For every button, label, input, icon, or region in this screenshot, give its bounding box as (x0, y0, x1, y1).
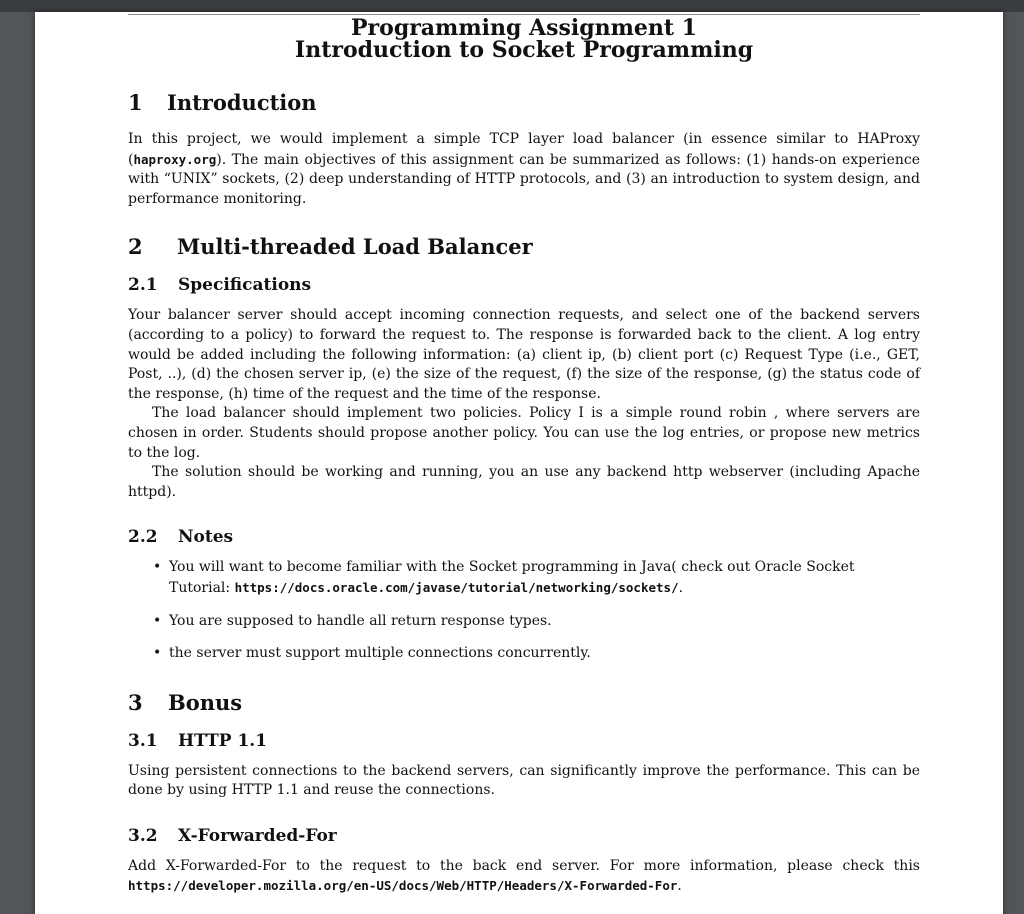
specifications-paragraph-2: The load balancer should implement two policies. Policy I is a simple round robin , where servers are chosen in order. Students should propose another policy. You can use the log entries, or propose new metrics to the log. (128, 405, 920, 461)
xff-punct: . (677, 878, 682, 895)
subsection-title: HTTP 1.1 (178, 730, 268, 751)
document-title (128, 17, 920, 61)
section-title: Introduction (167, 90, 317, 115)
list-item (128, 612, 920, 632)
subsection-3-1-heading (128, 730, 920, 752)
subsection-title: X-Forwarded-For (178, 825, 337, 846)
subsection-number: 2.1 (128, 275, 158, 296)
x-forwarded-for-paragraph (128, 857, 920, 897)
list-item (128, 558, 920, 598)
specifications-paragraph-1: Your balancer server should accept incoming connection requests, and select one of the backend servers (according to a policy) to forward the request to. The response is forwarded back to the client. A log entry would be added including the following information: (a) client ip, (b) client port (c) Request Type (i.e., GET, Post, ..), (d) the chosen server ip, (e) the size of the request, (f) the size of the response, (g) the status code of the response, (h) time of the request and the time of the response. (128, 307, 920, 402)
intro-text-a: In this project, we would implement a simple TCP layer load balancer (in essence similar to HAProxy ( (128, 131, 920, 168)
viewer-top-bar (0, 0, 1024, 12)
subsection-title: Notes (178, 527, 234, 548)
page-content (128, 16, 920, 897)
document-page (35, 12, 1003, 914)
intro-text-b: ). The main objectives of this assignment can be summarized as follows: (1) hands-on experience with “UNIX” sockets, (2) deep understanding of HTTP protocols, and (3) an introduction to system design, and performance monitoring. (128, 151, 920, 207)
list-item-text: the server must support multiple connections concurrently. (169, 645, 591, 662)
section-2-heading (128, 234, 920, 260)
list-item-text: You will want to become familiar with the Socket programming in Java( check out Oracle Socket Tutorial: (169, 559, 855, 596)
list-item-punct: . (678, 579, 684, 596)
subsection-title: Specifications (178, 275, 312, 296)
bullet-icon: • (153, 559, 162, 576)
title-line-2: Introduction to Socket Programming (294, 37, 754, 63)
section-3-heading (128, 690, 920, 716)
haproxy-link[interactable]: haproxy.org (133, 151, 217, 167)
http11-paragraph: Using persistent connections to the backend servers, can significantly improve the performance. This can be done by using HTTP 1.1 and reuse the connections. (128, 762, 920, 799)
subsection-2-2-heading (128, 526, 920, 548)
subsection-number: 3.2 (128, 825, 158, 846)
subsection-2-1-heading (128, 274, 920, 296)
xff-text: Add X-Forwarded-For to the request to the back end server. For more information, please check this (128, 857, 920, 874)
section-number: 2 (128, 234, 143, 260)
bullet-icon: • (153, 645, 162, 662)
list-item-text: You are supposed to handle all return response types. (169, 612, 552, 629)
section-title: Multi-threaded Load Balancer (177, 234, 533, 260)
subsection-number: 2.2 (128, 527, 158, 548)
section-1-heading (128, 90, 920, 116)
section-title: Bonus (168, 689, 243, 715)
subsection-3-2-heading (128, 825, 920, 847)
title-line-1: Programming Assignment 1 (351, 15, 697, 41)
introduction-paragraph (128, 130, 920, 209)
oracle-tutorial-link[interactable]: https://docs.oracle.com/javase/tutorial/networking/sockets/ (234, 579, 679, 595)
list-item (128, 644, 920, 664)
mdn-x-forwarded-for-link[interactable]: https://developer.mozilla.org/en-US/docs/Web/HTTP/Headers/X-Forwarded-For (128, 878, 678, 894)
bullet-icon: • (153, 612, 162, 629)
section-number: 1 (128, 90, 143, 115)
subsection-number: 3.1 (128, 730, 158, 751)
specifications-paragraph-3: The solution should be working and running, you an use any backend http webserver (including Apache httpd). (128, 464, 920, 500)
section-number: 3 (128, 689, 143, 715)
notes-list (128, 558, 920, 663)
